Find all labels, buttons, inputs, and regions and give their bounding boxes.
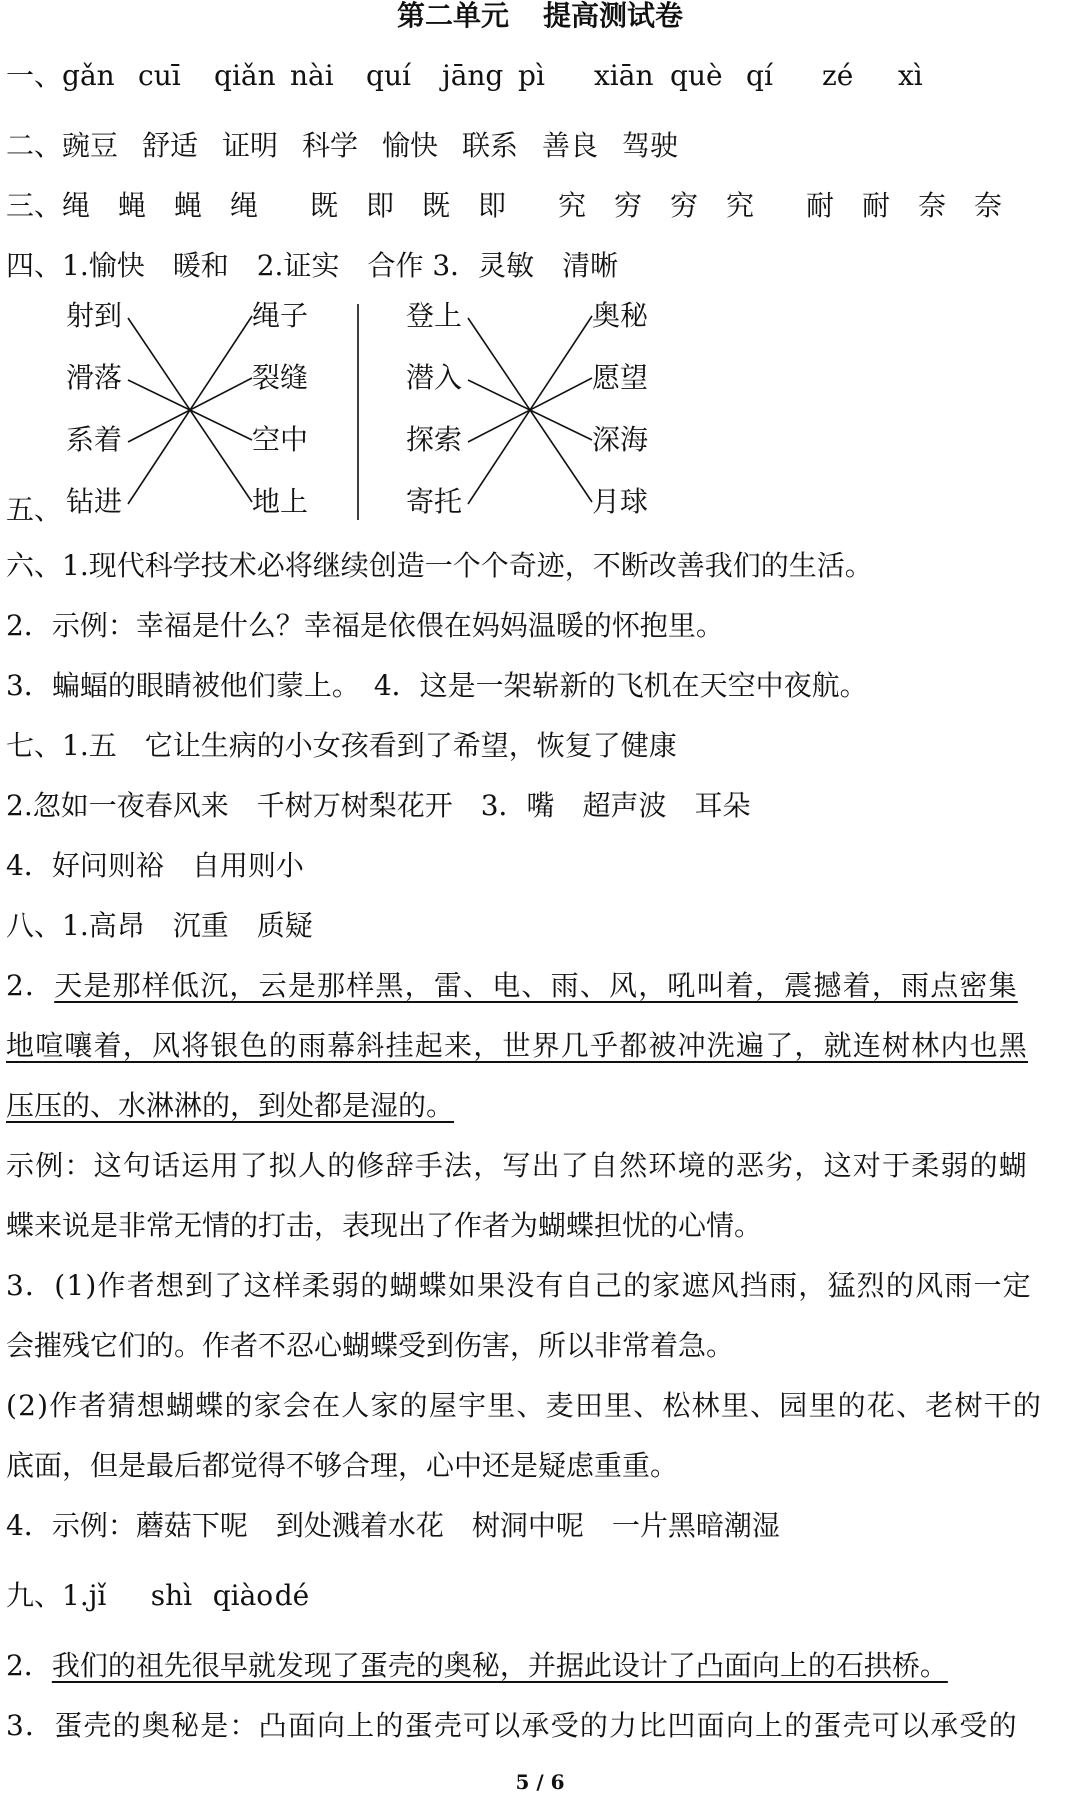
match-right-word: 潜入: [406, 361, 463, 394]
char-item: 耐: [862, 189, 891, 222]
char-item: 即: [366, 189, 395, 222]
title-part2: 提高测试卷: [543, 0, 684, 32]
char-item: 蝇: [118, 189, 147, 222]
q5-matching: [0, 298, 720, 528]
match-left-word: 滑落: [66, 361, 123, 394]
char-item: 即: [478, 189, 507, 222]
q5-label: 五、: [6, 493, 63, 526]
q9-line2-prefix: 2．: [6, 1649, 52, 1682]
list-item: 科学: [302, 129, 359, 162]
q2-line: [6, 128, 702, 164]
q9-line3: 3．蛋壳的奥秘是：凸面向上的蛋壳可以承受的力比凹面向上的蛋壳可以承受的: [6, 1709, 1018, 1742]
list-item: jāng: [442, 59, 504, 92]
char-item: 耐: [806, 189, 835, 222]
q8-underlined-text: 地喧嚷着，风将银色的雨幕斜挂起来，世界几乎都被冲洗遍了，就连树林内也黑: [6, 1029, 1029, 1062]
q1-line: [6, 58, 974, 94]
list-item: shì: [150, 1579, 193, 1612]
q8-line6: 蝶来说是非常无情的打击，表现出了作者为蝴蝶担忧的心情。: [6, 1209, 763, 1242]
char-item: 绳: [62, 189, 91, 222]
list-item: cuī: [138, 59, 181, 92]
list-item: 愉快: [382, 129, 439, 162]
q7-line2: 2.忽如一夜春风来 千树万树梨花开 3．嘴 超声波 耳朵: [6, 789, 751, 822]
q8-line9: (2)作者猜想蝴蝶的家会在人家的屋宇里、麦田里、松林里、园里的花、老树干的: [6, 1389, 1043, 1422]
q4-text: 1.愉快 暖和 2.证实 合作 3．灵敏 清晰: [62, 249, 619, 282]
q8-line2: [6, 968, 1018, 1004]
q9-underlined-text: 我们的祖先很早就发现了蛋壳的奥秘，并据此设计了凸面向上的石拱桥。: [51, 1649, 948, 1682]
match-right-word: 探索: [406, 423, 463, 456]
match-left-target: 裂缝: [252, 361, 309, 394]
list-item: quí: [366, 59, 411, 92]
q3-line: [6, 188, 1054, 224]
match-right-word: 登上: [406, 299, 463, 332]
title-part1: 第二单元: [396, 0, 509, 32]
q8-line4: [6, 1088, 454, 1124]
match-left-word: 射到: [66, 299, 123, 332]
char-item: 穷: [670, 189, 699, 222]
list-item: 豌豆: [62, 129, 119, 162]
list-item: què: [670, 59, 723, 92]
match-left-target: 绳子: [252, 299, 309, 332]
char-group: [558, 188, 782, 224]
q9-pinyin: [89, 1579, 337, 1612]
q8-line3: [6, 1028, 1028, 1064]
q8-line8: 会摧残它们的。作者不忍心蝴蝶受到伤害，所以非常着急。: [6, 1329, 735, 1362]
q2-label: 二、: [6, 129, 63, 162]
list-item: 联系: [462, 129, 519, 162]
list-item: qí: [746, 59, 773, 92]
char-item: 奈: [918, 189, 947, 222]
list-item: 证明: [222, 129, 279, 162]
match-right-target: 月球: [592, 485, 649, 518]
q8-line11: 4．示例：蘑菇下呢 到处溅着水花 树洞中呢 一片黑暗潮湿: [6, 1509, 780, 1542]
q3-items: [62, 189, 1054, 222]
q9-label: 九、1.: [6, 1579, 89, 1612]
matching-lines: [0, 298, 720, 528]
list-item: qiǎn: [214, 59, 276, 92]
char-item: 究: [558, 189, 587, 222]
match-right-target: 奥秘: [592, 299, 649, 332]
list-item: jǐ: [88, 1579, 107, 1612]
list-item: dé: [274, 1579, 310, 1612]
q8-line5: 示例：这句话运用了拟人的修辞手法，写出了自然环境的恶劣，这对于柔弱的蝴: [6, 1149, 1029, 1182]
char-item: 既: [422, 189, 451, 222]
q4-line: [6, 248, 618, 284]
q7-line3: 4．好问则裕 自用则小: [6, 849, 304, 882]
q8-line1: 八、1.高昂 沉重 质疑: [6, 909, 313, 942]
char-item: 究: [726, 189, 755, 222]
match-left-target: 空中: [252, 423, 309, 456]
list-item: nài: [290, 59, 334, 92]
list-item: 舒适: [142, 129, 199, 162]
page-title: [0, 0, 1080, 32]
list-item: qiào: [212, 1579, 274, 1612]
list-item: 善良: [542, 129, 599, 162]
char-item: 奈: [974, 189, 1003, 222]
list-item: pì: [518, 59, 545, 92]
match-right-word: 寄托: [406, 485, 463, 518]
q9-line1: [6, 1578, 337, 1614]
q6-line1: 六、1.现代科学技术必将继续创造一个个奇迹，不断改善我们的生活。: [6, 549, 873, 582]
match-right-target: 深海: [592, 423, 649, 456]
q3-label: 三、: [6, 189, 63, 222]
list-item: xì: [898, 59, 923, 92]
list-item: xiān: [594, 59, 654, 92]
list-item: zé: [822, 59, 854, 92]
match-left-word: 系着: [66, 423, 123, 456]
q8-line7: 3．(1)作者想到了这样柔弱的蝴蝶如果没有自己的家遮风挡雨，猛烈的风雨一定: [6, 1269, 1032, 1302]
char-group: [62, 188, 286, 224]
char-item: 绳: [230, 189, 259, 222]
q4-label: 四、: [6, 249, 63, 282]
q8-line2-prefix: 2．: [6, 969, 55, 1002]
list-item: 驾驶: [622, 129, 679, 162]
page-number: 5 / 6: [515, 1770, 565, 1794]
q8-underlined-text: 天是那样低沉，云是那样黑，雷、电、雨、风，吼叫着，震撼着，雨点密集: [54, 969, 1018, 1002]
char-group: [806, 188, 1030, 224]
match-left-target: 地上: [252, 485, 309, 518]
q7-line1: 七、1.五 它让生病的小女孩看到了希望，恢复了健康: [6, 729, 677, 762]
q8-underlined-text: 压压的、水淋淋的，到处都是湿的。: [6, 1089, 455, 1122]
char-item: 穷: [614, 189, 643, 222]
list-item: gǎn: [62, 59, 115, 92]
char-group: [310, 188, 534, 224]
char-item: 既: [310, 189, 339, 222]
q2-items: [62, 129, 702, 162]
match-right-target: 愿望: [592, 361, 649, 394]
q8-line10: 底面，但是最后都觉得不够合理，心中还是疑虑重重。: [6, 1449, 679, 1482]
q6-line2: 2．示例：幸福是什么？幸福是依偎在妈妈温暖的怀抱里。: [6, 609, 724, 642]
q1-items: [62, 59, 974, 92]
q1-label: 一、: [6, 59, 63, 92]
match-left-word: 钻进: [66, 485, 123, 518]
q6-line3: 3．蝙蝠的眼睛被他们蒙上。 4．这是一架崭新的飞机在天空中夜航。: [6, 669, 868, 702]
q9-line2: [6, 1648, 948, 1684]
char-item: 蝇: [174, 189, 203, 222]
